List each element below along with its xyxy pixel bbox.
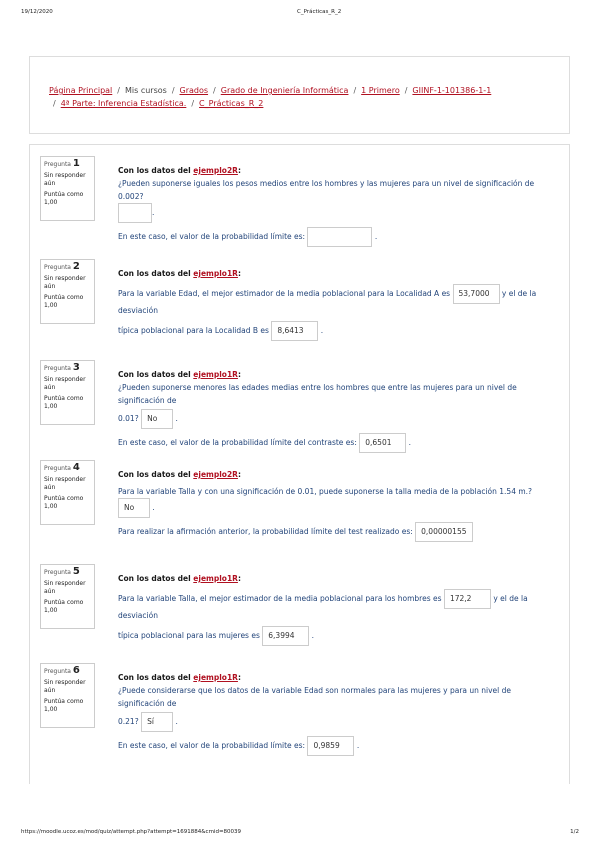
question-sentence-2: En este caso, el valor de la probabilidad límite es: — [118, 232, 306, 241]
question-status: Sin responder aún — [44, 376, 86, 391]
breadcrumb-section[interactable]: 4ª Parte: Inferencia Estadística. — [60, 99, 187, 108]
dataset-link[interactable]: ejemplo2R — [193, 166, 238, 175]
print-page-number: 1/2 — [570, 829, 579, 835]
question-number: 4 — [72, 462, 80, 473]
answer-input-2[interactable] — [307, 227, 372, 247]
question-sentence-2: típica poblacional para la Localidad B es — [118, 326, 269, 335]
heading-text: Con los datos del — [118, 673, 194, 682]
question-status: Sin responder aún — [44, 580, 86, 595]
breadcrumb-year[interactable]: 1 Primero — [361, 86, 400, 95]
heading-colon: : — [237, 166, 241, 175]
answer-input-2[interactable]: 0,9859 — [307, 736, 354, 756]
question-suffix-2: . — [311, 631, 315, 640]
question-text — [118, 161, 558, 247]
question-label: Pregunta — [44, 569, 71, 576]
print-date: 19/12/2020 — [21, 9, 53, 15]
question-text — [118, 668, 558, 756]
question-marks: Puntúa como 1,00 — [44, 698, 84, 713]
dataset-link[interactable]: ejemplo1R — [193, 370, 238, 379]
question-text — [118, 569, 558, 646]
question-status: Sin responder aún — [44, 172, 86, 187]
question-number: 1 — [72, 158, 80, 169]
question-sentence: Para la variable Talla, el mejor estimador de la media poblacional para los hombres es — [118, 594, 442, 603]
question-sentence-cont: 0.01? — [118, 414, 139, 423]
question-suffix-2: . — [374, 232, 378, 241]
question-sentence: ¿Pueden suponerse menores las edades medias entre los hombres que entre las mujeres para un nivel de significación de — [118, 383, 517, 405]
question-number: 6 — [72, 665, 80, 676]
answer-select-1[interactable]: Sí — [141, 712, 173, 732]
print-doc-title: C_Prácticas_R_2 — [297, 9, 342, 15]
heading-text: Con los datos del — [118, 370, 194, 379]
dataset-link[interactable]: ejemplo2R — [193, 470, 238, 479]
heading-text: Con los datos del — [118, 470, 194, 479]
question-number: 5 — [72, 566, 80, 577]
question-text — [118, 465, 558, 542]
dataset-link[interactable]: ejemplo1R — [193, 269, 238, 278]
question-label: Pregunta — [44, 264, 71, 271]
question-marks: Puntúa como 1,00 — [44, 191, 84, 206]
breadcrumb: Página Principal / Mis cursos / Grados / Grado de Ingeniería Informática / 1 Primero / GIINF-1-101386-1-1 / 4ª Parte: Inferencia Estadística. / C_Prácticas_R_2 — [49, 86, 492, 108]
answer-input-2[interactable]: 0,6501 — [359, 433, 406, 453]
question-suffix: y el de la desviación — [118, 594, 528, 620]
question-suffix: . — [175, 414, 178, 423]
answer-input-1[interactable] — [118, 203, 155, 223]
question-sentence: ¿Pueden suponerse iguales los pesos medios entre los hombres y las mujeres para un nivel de significación de 0.002? — [118, 179, 535, 201]
question-label: Pregunta — [44, 365, 71, 372]
breadcrumb-quiz[interactable]: C_Prácticas_R_2 — [199, 99, 264, 108]
question-number: 2 — [72, 261, 80, 272]
question-line-1 — [118, 177, 558, 203]
question-suffix-2: . — [356, 741, 360, 750]
heading-colon: : — [237, 370, 241, 379]
question-marks: Puntúa como 1,00 — [44, 495, 84, 510]
answer-input-2[interactable]: 6,3994 — [262, 626, 309, 646]
question-sentence: ¿Puede considerarse que los datos de la variable Edad son normales para las mujeres y para un nivel de significación de — [118, 686, 512, 708]
question-marks: Puntúa como 1,00 — [44, 599, 84, 614]
answer-input-2[interactable]: 8,6413 — [271, 321, 318, 341]
heading-text: Con los datos del — [118, 269, 194, 278]
question-label: Pregunta — [44, 668, 71, 675]
question-info — [40, 460, 95, 525]
heading-text: Con los datos del — [118, 166, 194, 175]
question-info — [40, 259, 95, 324]
question-info — [40, 360, 95, 425]
dataset-link[interactable]: ejemplo1R — [193, 673, 238, 682]
question-suffix: . — [175, 717, 178, 726]
print-url: https://moodle.ucoz.es/mod/quiz/attempt.php?attempt=1691884&cmid=80039 — [21, 829, 242, 835]
question-sentence-2: típica poblacional para las mujeres es — [118, 631, 260, 640]
heading-colon: : — [237, 574, 241, 583]
question-text — [118, 365, 558, 453]
question-suffix: . — [152, 208, 155, 217]
heading-text: Con los datos del — [118, 574, 194, 583]
question-label: Pregunta — [44, 161, 71, 168]
question-status: Sin responder aún — [44, 476, 86, 491]
breadcrumb-home[interactable]: Página Principal — [49, 86, 113, 95]
question-sentence-cont: 0.21? — [118, 717, 139, 726]
breadcrumb-grados[interactable]: Grados — [179, 86, 209, 95]
answer-select-1[interactable]: No — [118, 498, 150, 518]
question-number: 3 — [72, 362, 80, 373]
question-label: Pregunta — [44, 465, 71, 472]
question-info — [40, 156, 95, 221]
dataset-link[interactable]: ejemplo1R — [193, 574, 238, 583]
breadcrumb-course[interactable]: GIINF-1-101386-1-1 — [412, 86, 492, 95]
breadcrumb-my-courses: Mis cursos — [124, 86, 167, 95]
breadcrumb-panel — [29, 56, 570, 134]
question-status: Sin responder aún — [44, 679, 86, 694]
question-status: Sin responder aún — [44, 275, 86, 290]
question-marks: Puntúa como 1,00 — [44, 395, 84, 410]
question-suffix: y el de la desviación — [118, 289, 537, 315]
heading-colon: : — [237, 673, 241, 682]
breadcrumb-degree[interactable]: Grado de Ingeniería Informática — [220, 86, 349, 95]
question-text — [118, 264, 558, 341]
question-sentence-2: En este caso, el valor de la probabilidad límite es: — [118, 741, 306, 750]
answer-input-2[interactable]: 0,00000155 — [415, 522, 472, 542]
question-suffix-2: . — [320, 326, 324, 335]
question-info — [40, 663, 95, 728]
question-info — [40, 564, 95, 629]
heading-colon: : — [237, 269, 241, 278]
answer-input-1[interactable]: 53,7000 — [453, 284, 500, 304]
answer-select-1[interactable]: No — [141, 409, 173, 429]
question-sentence-2: Para realizar la afirmación anterior, la probabilidad límite del test realizado es: — [118, 527, 413, 536]
heading-colon: : — [237, 470, 241, 479]
question-suffix: . — [152, 503, 155, 512]
question-sentence: Para la variable Edad, el mejor estimador de la media poblacional para la Localidad A es — [118, 289, 451, 298]
question-sentence: Para la variable Talla y con una significación de 0.01, puede suponerse la talla media de la población 1.54 m.? — [118, 487, 533, 496]
answer-input-1[interactable]: 172,2 — [444, 589, 491, 609]
question-sentence-2: En este caso, el valor de la probabilidad límite del contraste es: — [118, 438, 357, 447]
question-suffix-2: . — [408, 438, 412, 447]
question-marks: Puntúa como 1,00 — [44, 294, 84, 309]
